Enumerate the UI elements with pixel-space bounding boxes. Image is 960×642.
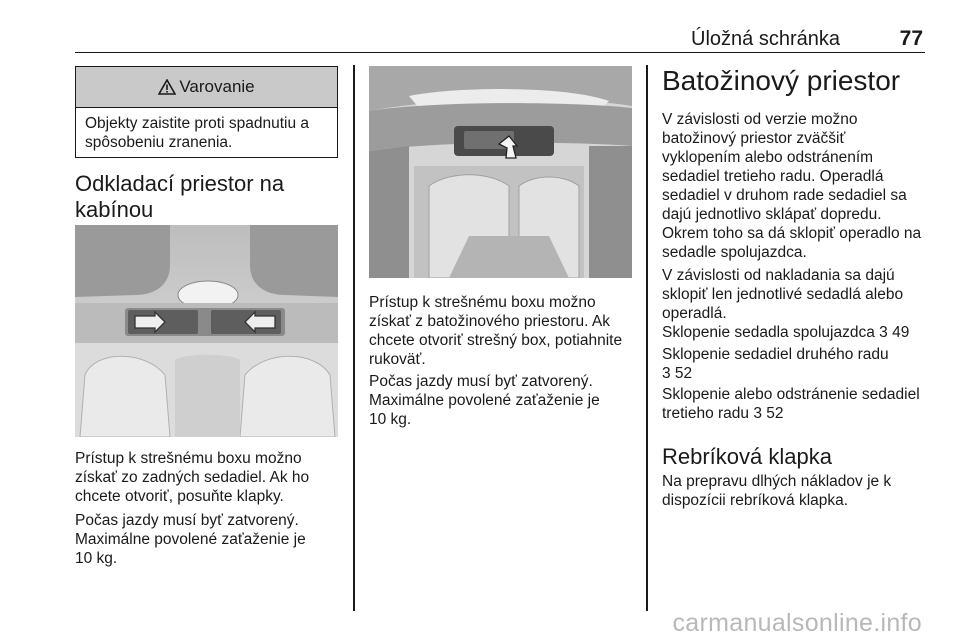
overhead-storage-load-text: Počas jazdy musí byť zatvorený. Maximálne povolené zaťaženie je 10 kg. [75,512,306,567]
link-passenger-seat[interactable]: Sklopenie sedadla spolujazdca 3 49 [662,324,910,341]
rear-roof-box-access-text: Prístup k strešnému boxu možno získať z batožinového priestoru. Ak chcete otvoriť strešný box, potiahnite rukoväť. [369,294,623,368]
warning-triangle-icon [158,79,176,95]
link-second-row-seats[interactable]: Sklopenie sedadiel druhého radu 3 52 [662,346,889,382]
rear-roof-box-image [369,66,632,278]
section-heading-overhead-storage: Odkladací priestor na kabínou [75,171,285,222]
column-divider-left [353,65,355,611]
warning-title: Varovanie [179,77,255,96]
section-title: Úložná schránka [691,28,840,50]
warning-header [76,67,337,108]
page-number: 77 [899,27,923,50]
section-heading-luggage: Batožinový priestor [662,65,901,96]
ladder-flap-text: Na prepravu dlhých nákladov je k dispozícii rebríková klapka. [662,473,892,509]
watermark: carmanualsonline.info [672,609,922,637]
column-divider-right [646,65,648,611]
overhead-storage-image [75,225,338,437]
warning-box [75,66,338,158]
section-heading-ladder-flap: Rebríková klapka [662,444,832,469]
link-third-row-seats[interactable]: Sklopenie alebo odstránenie sedadiel tretieho radu 3 52 [662,386,920,422]
luggage-loading-text: V závislosti od nakladania sa dajú sklopiť len jednotlivé sedadlá alebo operadlá. [662,267,904,322]
overhead-storage-access-text: Prístup k strešnému boxu možno získať zo zadných sedadiel. Ak ho chcete otvoriť, posuňte klapky. [75,450,310,505]
luggage-intro-text: V závislosti od verzie možno batožinový priestor zväčšiť vyklopením alebo odstránením sedadiel tretieho radu. Operadlá sedadiel v druhom rade sedadiel sa dajú jednotlivo sklápať dopredu. Okrem toho sa dá sklopiť operadlo na sedadle spolujazdca. [662,111,922,261]
rear-roof-box-load-text: Počas jazdy musí byť zatvorený. Maximálne povolené zaťaženie je 10 kg. [369,373,600,428]
warning-text: Objekty zaistite proti spadnutiu a spôsobeniu zranenia. [85,115,310,151]
page-header [75,26,925,53]
